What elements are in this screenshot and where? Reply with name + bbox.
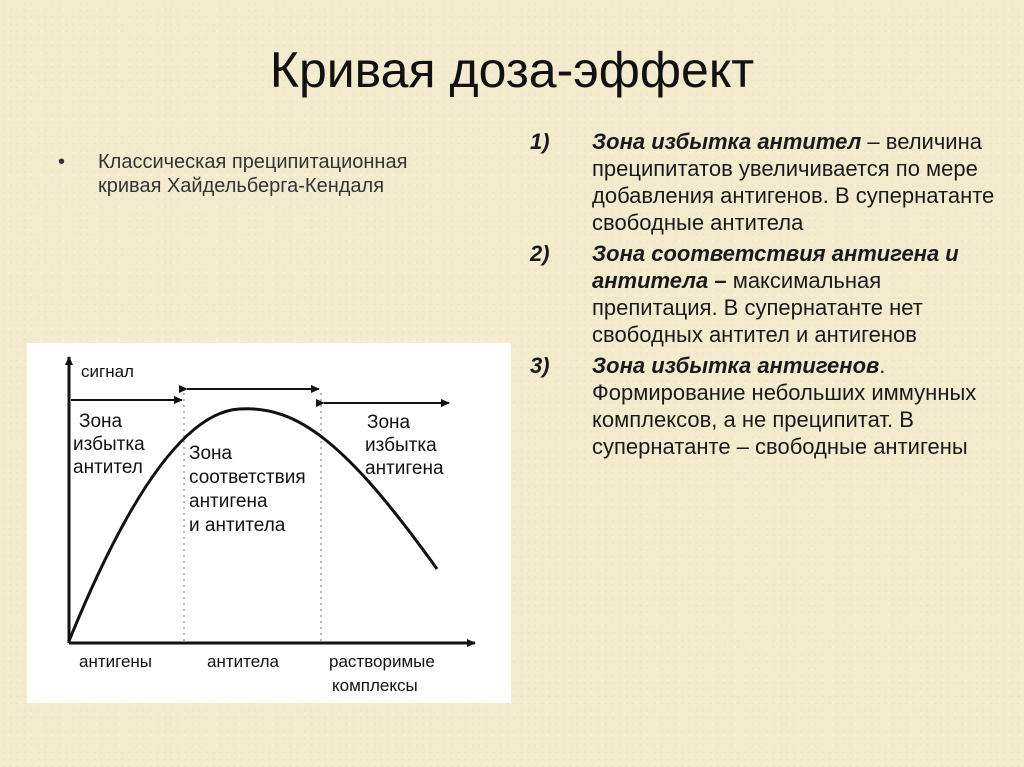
list-item xyxy=(530,240,1000,348)
zone-middle-line2: соответствия xyxy=(189,467,306,488)
y-axis-label: сигнал xyxy=(81,362,134,381)
zone-left-line1: Зона xyxy=(79,411,123,432)
list-item xyxy=(530,352,1000,460)
zone-right-line3: антигена xyxy=(365,458,444,479)
item-heading: Зона избытка антигенов xyxy=(592,353,880,378)
item-text: . Формирование небольших иммунных комплексов, а не преципитат. В супернатанте – свободные антигены xyxy=(592,353,977,459)
list-item xyxy=(530,128,1000,236)
item-text: – величина преципитатов увеличивается по мере добавления антигенов. В супернатанте свободные антитела xyxy=(592,129,995,235)
bullet-marker: • xyxy=(58,151,66,173)
bullet-text: Классическая преципитационная кривая Хайдельберга-Кендаля xyxy=(98,151,408,197)
item-heading: Зона соответствия антигена и антитела – xyxy=(592,241,959,293)
zone-middle-line1: Зона xyxy=(189,443,233,464)
zone-right-line2: избытка xyxy=(365,435,437,456)
dose-response-figure xyxy=(27,343,511,703)
zone-left-line2: избытка xyxy=(73,434,145,455)
zone-middle-line4: и антитела xyxy=(189,515,286,536)
zone-left-line3: антител xyxy=(73,457,143,478)
item-number: 3) xyxy=(530,353,550,378)
x-label-middle: антитела xyxy=(207,652,279,671)
item-number: 2) xyxy=(530,241,550,266)
zone-right-line1: Зона xyxy=(367,412,411,433)
precipitation-curve-diagram xyxy=(27,343,511,703)
item-number: 1) xyxy=(530,129,550,154)
slide-title: Кривая доза-эффект xyxy=(269,42,755,98)
x-label-left: антигены xyxy=(79,652,153,671)
zone-description-list xyxy=(530,128,1000,464)
zone-middle-line3: антигена xyxy=(189,491,268,512)
item-body xyxy=(592,240,1000,348)
x-label-right-line1: растворимые xyxy=(329,652,435,671)
item-body xyxy=(592,128,1000,236)
item-text: максимальная препитация. В супернатанте нет свободных антител и антигенов xyxy=(592,268,923,347)
item-heading: Зона избытка антител xyxy=(592,129,862,154)
x-label-right-line2: комплексы xyxy=(332,676,418,695)
item-body xyxy=(592,352,1000,460)
